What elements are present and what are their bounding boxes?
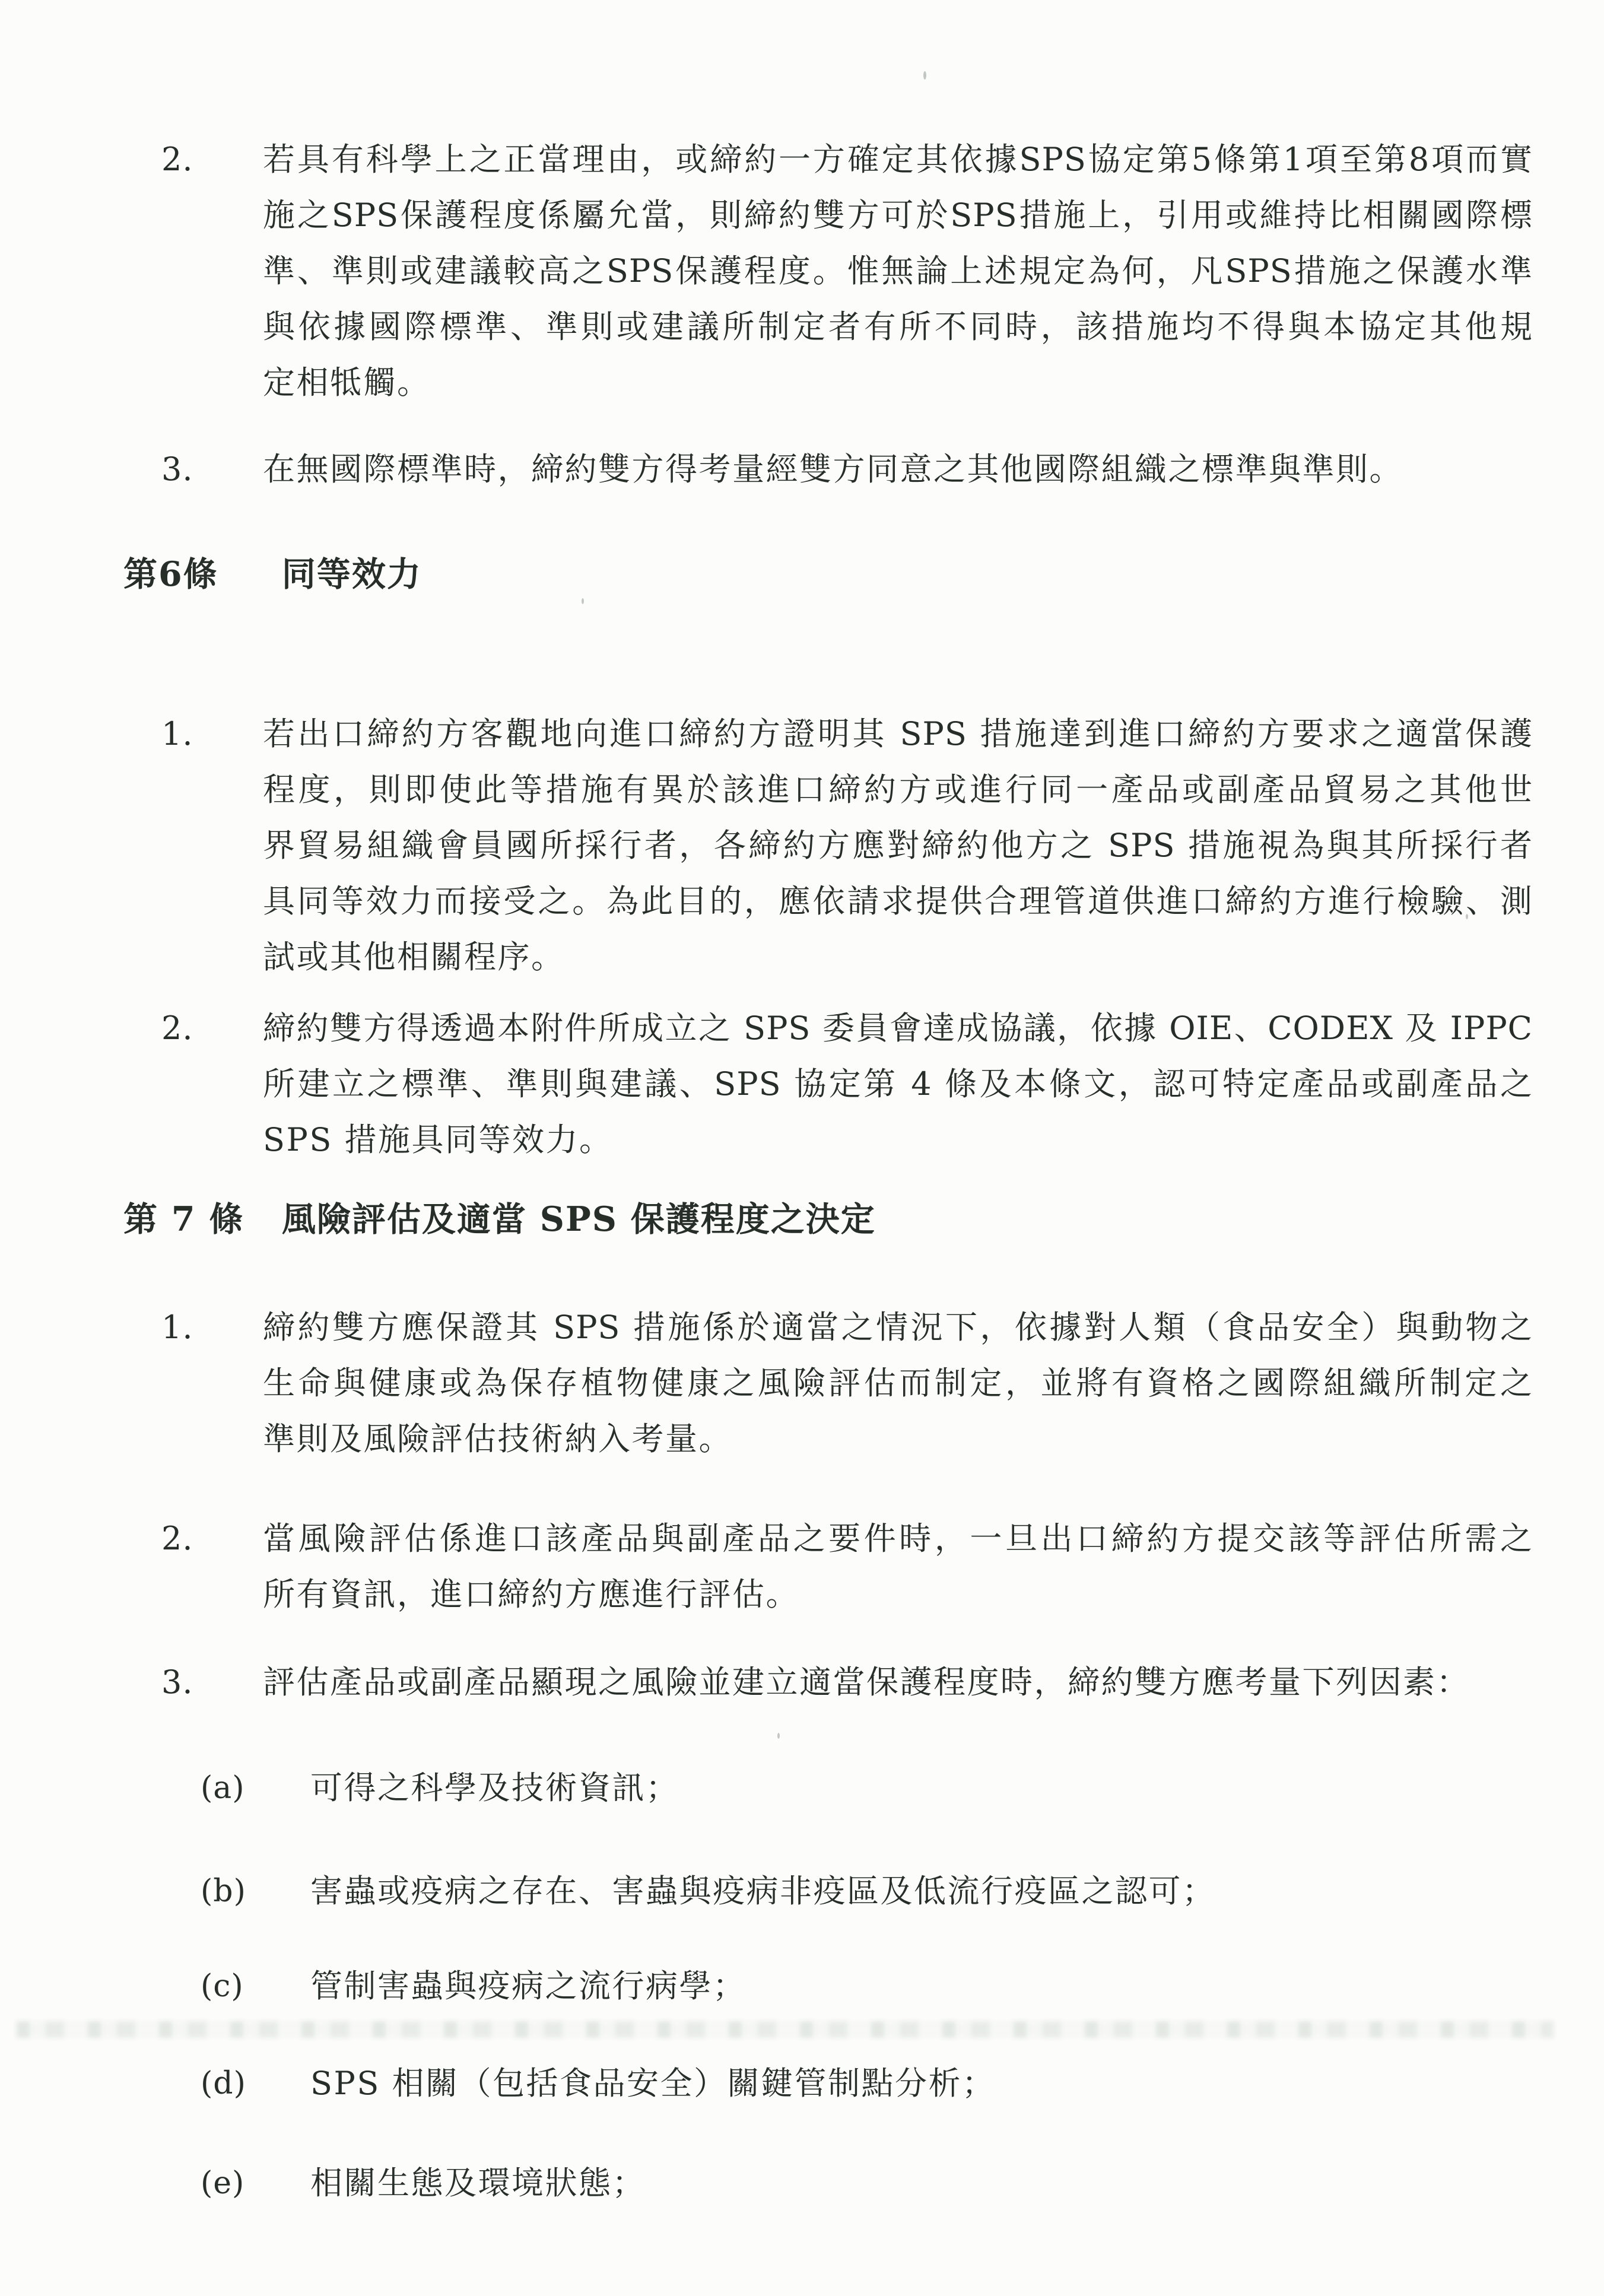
article-title: 風險評估及適當 SPS 保護程度之決定: [281, 1199, 876, 1239]
paragraph-body: [263, 442, 1533, 497]
text-line: 所有資訊，進口締約方應進行評估。: [263, 1576, 799, 1613]
paragraph-article5-item2: [0, 132, 1604, 411]
text-line: 締約雙方得透過本附件所成立之 SPS 委員會達成協議，依據 OIE、CODEX 及 IPPC: [263, 1009, 1533, 1047]
text-line: 害蟲或疫病之存在、害蟲與疫病非疫區及低流行疫區之認可；: [310, 1872, 1216, 1910]
text-line: SPS 措施具同等效力。: [263, 1121, 613, 1158]
item-number: 2.: [161, 141, 193, 178]
subitem-body: [310, 2056, 1533, 2111]
subitem-letter: (b): [201, 1873, 246, 1909]
article-number: 第 7 條: [123, 1199, 244, 1239]
text-line: 程度，則即使此等措施有異於該進口締約方或進行同一產品或副產品貿易之其他世: [263, 771, 1533, 808]
subitem-letter: (d): [201, 2066, 246, 2101]
subitem-letter: (c): [201, 1968, 244, 2004]
paragraph-body: [263, 1300, 1533, 1467]
item-number: 2.: [161, 1520, 193, 1557]
scan-speck: [777, 1733, 780, 1739]
paragraph-body: [263, 1001, 1533, 1168]
text-line: 試或其他相關程序。: [263, 938, 565, 976]
paragraph-article7-item2: [0, 1511, 1604, 1622]
text-line: 相關生態及環境狀態；: [310, 2164, 646, 2202]
paragraph-body: [263, 1511, 1533, 1622]
text-line: 定相牴觸。: [263, 364, 431, 401]
subitem-a: [0, 1760, 1604, 1816]
article-number: 第6條: [123, 554, 218, 594]
text-line: 生命與健康或為保存植物健康之風險評估而制定，並將有資格之國際組織所制定之: [263, 1364, 1533, 1402]
text-line: 界貿易組織會員國所採行者，各締約方應對締約他方之 SPS 措施視為與其所採行者: [263, 827, 1533, 864]
subitem-body: [310, 1760, 1533, 1816]
text-line: SPS 相關（包括食品安全）關鍵管制點分析；: [310, 2065, 996, 2102]
scan-speck: [923, 71, 926, 80]
item-number: 3.: [161, 450, 193, 488]
text-line: 所建立之標準、準則與建議、SPS 協定第 4 條及本條文，認可特定產品或副產品之: [263, 1065, 1533, 1103]
item-number: 1.: [161, 1309, 193, 1346]
text-line: 施之SPS保護程度係屬允當，則締約雙方可於SPS措施上，引用或維持比相關國際標: [263, 196, 1533, 234]
text-line: 準則及風險評估技術納入考量。: [263, 1420, 732, 1457]
item-number: 1.: [161, 715, 193, 752]
paragraph-body: [263, 132, 1533, 411]
paragraph-article7-item1: [0, 1300, 1604, 1467]
article7-heading: [123, 1194, 876, 1245]
subitem-body: [310, 1863, 1533, 1919]
scan-speck: [1466, 914, 1468, 919]
scan-speck: [582, 598, 584, 604]
paragraph-article7-item3: [0, 1654, 1604, 1710]
scan-artifact: [17, 2021, 1554, 2038]
paragraph-article6-item2: [0, 1001, 1604, 1168]
text-line: 締約雙方應保證其 SPS 措施係於適當之情況下，依據對人類（食品安全）與動物之: [263, 1309, 1533, 1346]
text-line: 可得之科學及技術資訊；: [310, 1769, 679, 1806]
subitem-d: [0, 2056, 1604, 2111]
text-line: 當風險評估係進口該產品與副產品之要件時，一旦出口締約方提交該等評估所需之: [263, 1520, 1533, 1557]
subitem-e: [0, 2155, 1604, 2211]
article6-heading: [123, 549, 422, 600]
item-number: 2.: [161, 1009, 193, 1047]
subitem-b: [0, 1863, 1604, 1919]
paragraph-article5-item3: [0, 442, 1604, 497]
text-line: 準、準則或建議較高之SPS保護程度。惟無論上述規定為何，凡SPS措施之保護水準: [263, 252, 1533, 290]
subitem-c: [0, 1958, 1604, 2014]
text-line: 若出口締約方客觀地向進口締約方證明其 SPS 措施達到進口締約方要求之適當保護: [263, 715, 1533, 752]
text-line: 若具有科學上之正當理由，或締約一方確定其依據SPS協定第5條第1項至第8項而實: [263, 141, 1533, 178]
text-line: 評估產品或副產品顯現之風險並建立適當保護程度時，締約雙方應考量下列因素：: [263, 1663, 1470, 1701]
article-title: 同等效力: [281, 554, 422, 594]
paragraph-body: [263, 1654, 1533, 1710]
text-line: 管制害蟲與疫病之流行病學；: [310, 1967, 747, 2005]
text-line: 在無國際標準時，締約雙方得考量經雙方同意之其他國際組織之標準與準則。: [263, 450, 1403, 488]
paragraph-body: [263, 706, 1533, 985]
subitem-body: [310, 2155, 1533, 2211]
text-line: 具同等效力而接受之。為此目的，應依請求提供合理管道供進口締約方進行檢驗、測: [263, 882, 1533, 920]
item-number: 3.: [161, 1663, 193, 1701]
text-line: 與依據國際標準、準則或建議所制定者有所不同時，該措施均不得與本協定其他規: [263, 308, 1533, 345]
paragraph-article6-item1: [0, 706, 1604, 985]
subitem-letter: (a): [201, 1770, 245, 1806]
subitem-letter: (e): [201, 2165, 245, 2201]
subitem-body: [310, 1958, 1533, 2014]
